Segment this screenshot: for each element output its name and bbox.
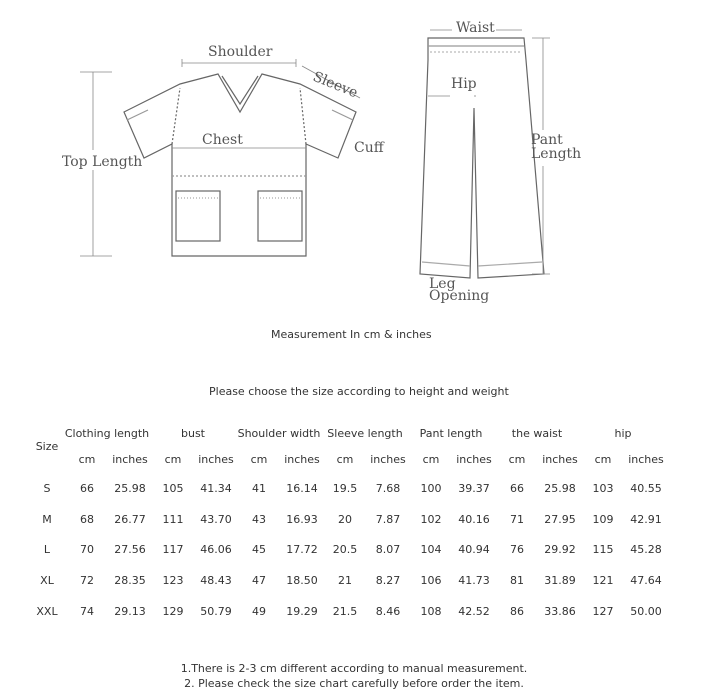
value-cell: 19.5 [322, 473, 368, 504]
value-cell: 39.37 [454, 473, 494, 504]
value-cell: 42.91 [626, 504, 666, 535]
unit-inches: inches [540, 446, 580, 473]
value-cell: 71 [494, 504, 540, 535]
value-cell: 49 [236, 596, 282, 627]
unit-cm: cm [580, 446, 626, 473]
unit-cm: cm [64, 446, 110, 473]
value-cell: 29.13 [110, 596, 150, 627]
value-cell: 33.86 [540, 596, 580, 627]
size-cell: L [30, 535, 64, 566]
leg-opening-label-2: Opening [429, 288, 489, 304]
value-cell: 20.5 [322, 535, 368, 566]
value-cell: 100 [408, 473, 454, 504]
value-cell: 41.73 [454, 565, 494, 596]
value-cell: 123 [150, 565, 196, 596]
size-cell: S [30, 473, 64, 504]
note-2: 2. Please check the size chart carefully before order the item. [0, 677, 708, 691]
value-cell: 47 [236, 565, 282, 596]
value-cell: 7.87 [368, 504, 408, 535]
value-cell: 40.55 [626, 473, 666, 504]
unit-inches: inches [626, 446, 666, 473]
value-cell: 16.14 [282, 473, 322, 504]
value-cell: 70 [64, 535, 110, 566]
value-cell: 29.92 [540, 535, 580, 566]
value-cell: 103 [580, 473, 626, 504]
unit-inches: inches [196, 446, 236, 473]
unit-header-row [30, 446, 666, 473]
top-length-label: Top Length [62, 154, 142, 170]
value-cell: 45 [236, 535, 282, 566]
value-cell: 27.95 [540, 504, 580, 535]
value-cell: 41.34 [196, 473, 236, 504]
size-cell: XL [30, 565, 64, 596]
value-cell: 42.52 [454, 596, 494, 627]
value-cell: 31.89 [540, 565, 580, 596]
size-chart-table [30, 420, 666, 627]
value-cell: 40.16 [454, 504, 494, 535]
value-cell: 81 [494, 565, 540, 596]
table-row [30, 596, 666, 627]
value-cell: 104 [408, 535, 454, 566]
hip-label: Hip [451, 76, 477, 92]
unit-inches: inches [110, 446, 150, 473]
pant-length-label-2: Length [531, 146, 581, 162]
unit-cm: cm [322, 446, 368, 473]
value-cell: 8.46 [368, 596, 408, 627]
value-cell: 127 [580, 596, 626, 627]
size-rows [30, 473, 666, 627]
leg-opening-label-1: Leg [429, 276, 456, 292]
value-cell: 47.64 [626, 565, 666, 596]
value-cell: 17.72 [282, 535, 322, 566]
table-header-row [30, 420, 666, 446]
value-cell: 21.5 [322, 596, 368, 627]
unit-cm: cm [408, 446, 454, 473]
scrub-top-drawing [124, 74, 356, 256]
value-cell: 27.56 [110, 535, 150, 566]
column-header: hip [580, 420, 666, 446]
unit-cm: cm [494, 446, 540, 473]
value-cell: 26.77 [110, 504, 150, 535]
value-cell: 18.50 [282, 565, 322, 596]
value-cell: 16.93 [282, 504, 322, 535]
value-cell: 108 [408, 596, 454, 627]
value-cell: 105 [150, 473, 196, 504]
table-row [30, 504, 666, 535]
unit-cm: cm [150, 446, 196, 473]
table-row [30, 565, 666, 596]
cuff-label: Cuff [354, 140, 385, 156]
unit-inches: inches [454, 446, 494, 473]
column-header: bust [150, 420, 236, 446]
value-cell: 68 [64, 504, 110, 535]
value-cell: 20 [322, 504, 368, 535]
choose-size-caption: Please choose the size according to height and weight [209, 385, 509, 398]
value-cell: 50.79 [196, 596, 236, 627]
value-cell: 25.98 [110, 473, 150, 504]
pant-length-label-1: Pant [531, 132, 563, 148]
value-cell: 72 [64, 565, 110, 596]
value-cell: 8.07 [368, 535, 408, 566]
value-cell: 45.28 [626, 535, 666, 566]
column-header: the waist [494, 420, 580, 446]
value-cell: 117 [150, 535, 196, 566]
value-cell: 8.27 [368, 565, 408, 596]
measurement-caption: Measurement In cm & inches [271, 328, 432, 341]
garment-diagram [0, 0, 708, 320]
value-cell: 21 [322, 565, 368, 596]
value-cell: 74 [64, 596, 110, 627]
shoulder-label: Shoulder [208, 44, 273, 60]
value-cell: 109 [580, 504, 626, 535]
value-cell: 28.35 [110, 565, 150, 596]
size-header: Size [30, 420, 64, 473]
value-cell: 7.68 [368, 473, 408, 504]
value-cell: 76 [494, 535, 540, 566]
value-cell: 115 [580, 535, 626, 566]
value-cell: 66 [64, 473, 110, 504]
value-cell: 40.94 [454, 535, 494, 566]
column-header: Clothing length [64, 420, 150, 446]
value-cell: 41 [236, 473, 282, 504]
value-cell: 48.43 [196, 565, 236, 596]
chest-label: Chest [202, 132, 243, 148]
notes [0, 662, 708, 691]
column-header: Shoulder width [236, 420, 322, 446]
note-1: 1.There is 2-3 cm different according to manual measurement. [0, 662, 708, 677]
column-header: Sleeve length [322, 420, 408, 446]
table-row [30, 535, 666, 566]
unit-inches: inches [368, 446, 408, 473]
value-cell: 43.70 [196, 504, 236, 535]
waist-label: Waist [456, 20, 495, 36]
value-cell: 102 [408, 504, 454, 535]
value-cell: 121 [580, 565, 626, 596]
table-row [30, 473, 666, 504]
value-cell: 46.06 [196, 535, 236, 566]
value-cell: 50.00 [626, 596, 666, 627]
column-header: Pant length [408, 420, 494, 446]
sleeve-label: Sleeve [311, 69, 360, 101]
size-cell: XXL [30, 596, 64, 627]
unit-inches: inches [282, 446, 322, 473]
size-cell: M [30, 504, 64, 535]
scrub-pants-drawing [420, 38, 544, 278]
value-cell: 129 [150, 596, 196, 627]
value-cell: 66 [494, 473, 540, 504]
value-cell: 43 [236, 504, 282, 535]
value-cell: 25.98 [540, 473, 580, 504]
unit-cm: cm [236, 446, 282, 473]
value-cell: 106 [408, 565, 454, 596]
value-cell: 111 [150, 504, 196, 535]
value-cell: 86 [494, 596, 540, 627]
value-cell: 19.29 [282, 596, 322, 627]
